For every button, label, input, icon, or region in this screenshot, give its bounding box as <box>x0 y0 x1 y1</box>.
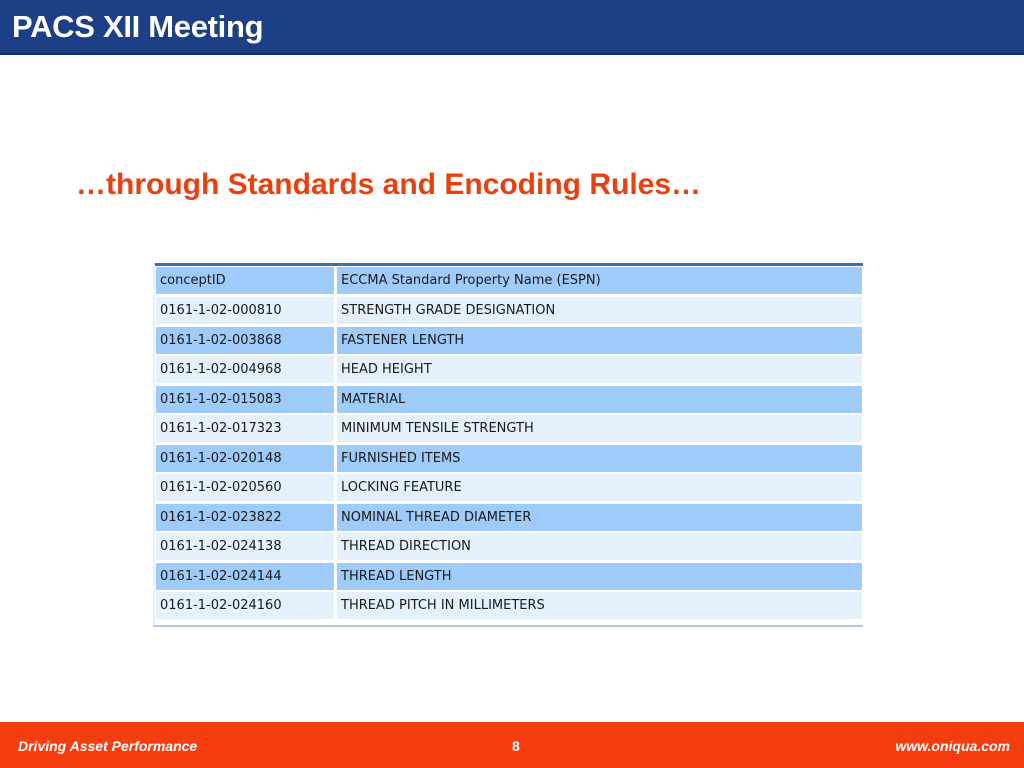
table-row <box>156 592 862 619</box>
property-name-cell: THREAD DIRECTION <box>337 533 862 560</box>
concept-id-cell: 0161-1-02-000810 <box>156 297 334 324</box>
property-name-cell: NOMINAL THREAD DIAMETER <box>337 504 862 531</box>
table-top-border <box>153 263 863 266</box>
table-row <box>156 356 862 383</box>
concept-id-cell: 0161-1-02-024160 <box>156 592 334 619</box>
slide-number: 8 <box>512 738 520 754</box>
property-name-cell: THREAD LENGTH <box>337 563 862 590</box>
footer-tagline: Driving Asset Performance <box>18 738 198 754</box>
property-name-cell: FASTENER LENGTH <box>337 327 862 354</box>
property-name-cell: HEAD HEIGHT <box>337 356 862 383</box>
table-row <box>156 327 862 354</box>
concept-id-cell: 0161-1-02-015083 <box>156 386 334 413</box>
property-name-cell: FURNISHED ITEMS <box>337 445 862 472</box>
concept-id-cell: 0161-1-02-023822 <box>156 504 334 531</box>
table-row <box>156 533 862 560</box>
table-header-row <box>156 267 862 294</box>
footer-website: www.oniqua.com <box>895 738 1010 754</box>
concept-id-cell: 0161-1-02-017323 <box>156 415 334 442</box>
property-name-cell: MATERIAL <box>337 386 862 413</box>
concept-id-cell: 0161-1-02-003868 <box>156 327 334 354</box>
table-bottom-border <box>153 625 863 627</box>
footer-bar <box>0 722 1024 768</box>
column-header-concept-id: conceptID <box>156 267 334 294</box>
property-name-cell: LOCKING FEATURE <box>337 474 862 501</box>
table-row <box>156 563 862 590</box>
table-row <box>156 445 862 472</box>
concept-id-cell: 0161-1-02-024144 <box>156 563 334 590</box>
property-table <box>153 263 863 627</box>
concept-id-cell: 0161-1-02-024138 <box>156 533 334 560</box>
concept-id-cell: 0161-1-02-020148 <box>156 445 334 472</box>
property-name-cell: STRENGTH GRADE DESIGNATION <box>337 297 862 324</box>
concept-id-cell: 0161-1-02-020560 <box>156 474 334 501</box>
concept-id-cell: 0161-1-02-004968 <box>156 356 334 383</box>
column-header-espn: ECCMA Standard Property Name (ESPN) <box>337 267 862 294</box>
table-left-border <box>153 263 155 627</box>
table-row <box>156 297 862 324</box>
table-row <box>156 474 862 501</box>
presentation-title: PACS XII Meeting <box>12 9 264 44</box>
table-row <box>156 415 862 442</box>
header-bar <box>0 0 1024 55</box>
property-name-cell: MINIMUM TENSILE STRENGTH <box>337 415 862 442</box>
property-name-cell: THREAD PITCH IN MILLIMETERS <box>337 592 862 619</box>
table-row <box>156 386 862 413</box>
table-row <box>156 504 862 531</box>
slide-subtitle: …through Standards and Encoding Rules… <box>76 168 702 201</box>
